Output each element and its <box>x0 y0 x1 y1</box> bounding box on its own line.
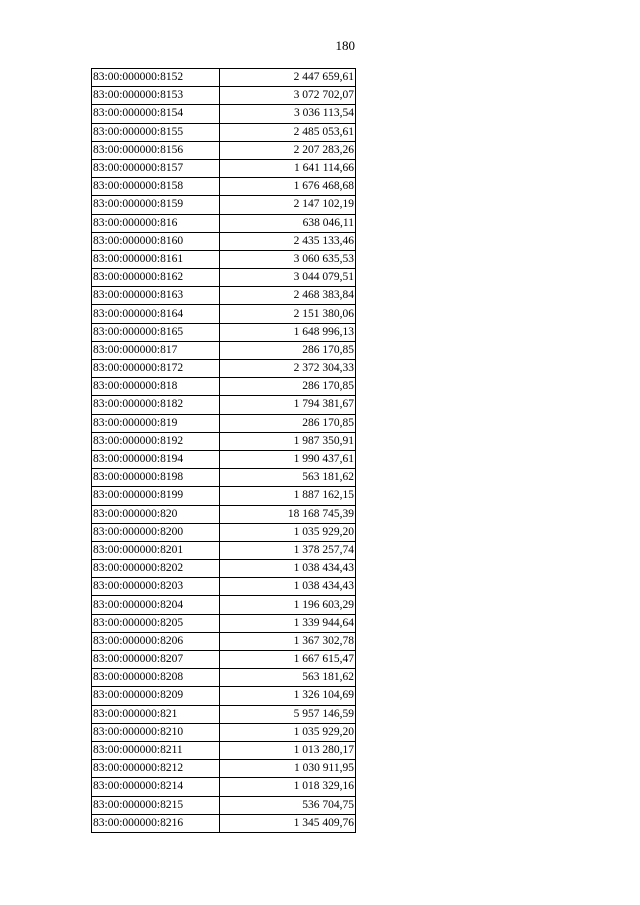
cadastral-value-cell: 1 990 437,61 <box>220 450 356 468</box>
table-row <box>92 778 356 796</box>
cadastral-value-cell: 1 378 257,74 <box>220 541 356 559</box>
table-body <box>92 69 356 833</box>
table-row <box>92 105 356 123</box>
table-row <box>92 523 356 541</box>
cadastral-number-cell: 83:00:000000:8162 <box>92 269 220 287</box>
cadastral-number-cell: 83:00:000000:8194 <box>92 450 220 468</box>
cadastral-value-cell: 1 794 381,67 <box>220 396 356 414</box>
table-row <box>92 614 356 632</box>
cadastral-number-cell: 83:00:000000:8202 <box>92 560 220 578</box>
cadastral-number-cell: 83:00:000000:8172 <box>92 360 220 378</box>
cadastral-value-cell: 286 170,85 <box>220 378 356 396</box>
table-row <box>92 505 356 523</box>
cadastral-number-cell: 83:00:000000:8207 <box>92 651 220 669</box>
cadastral-value-cell: 1 013 280,17 <box>220 741 356 759</box>
cadastral-value-cell: 2 485 053,61 <box>220 123 356 141</box>
cadastral-value-cell: 2 147 102,19 <box>220 196 356 214</box>
cadastral-number-cell: 83:00:000000:8206 <box>92 632 220 650</box>
table-row <box>92 341 356 359</box>
cadastral-value-cell: 1 339 944,64 <box>220 614 356 632</box>
page-number: 180 <box>335 38 355 53</box>
cadastral-value-cell: 1 030 911,95 <box>220 760 356 778</box>
cadastral-number-cell: 83:00:000000:8163 <box>92 287 220 305</box>
cadastral-value-cell: 3 044 079,51 <box>220 269 356 287</box>
cadastral-number-cell: 83:00:000000:8210 <box>92 723 220 741</box>
table-row <box>92 250 356 268</box>
cadastral-value-cell: 2 435 133,46 <box>220 232 356 250</box>
cadastral-value-cell: 1 367 302,78 <box>220 632 356 650</box>
table-row <box>92 305 356 323</box>
cadastral-value-cell: 1 038 434,43 <box>220 578 356 596</box>
cadastral-number-cell: 83:00:000000:8159 <box>92 196 220 214</box>
table-row <box>92 469 356 487</box>
table-row <box>92 159 356 177</box>
cadastral-number-cell: 83:00:000000:8200 <box>92 523 220 541</box>
table-row <box>92 705 356 723</box>
cadastral-number-cell: 83:00:000000:817 <box>92 341 220 359</box>
table-row <box>92 596 356 614</box>
table-row <box>92 87 356 105</box>
cadastral-number-cell: 83:00:000000:8199 <box>92 487 220 505</box>
cadastral-number-cell: 83:00:000000:8165 <box>92 323 220 341</box>
cadastral-number-cell: 83:00:000000:819 <box>92 414 220 432</box>
cadastral-number-cell: 83:00:000000:8161 <box>92 250 220 268</box>
cadastral-value-cell: 3 060 635,53 <box>220 250 356 268</box>
cadastral-number-cell: 83:00:000000:8201 <box>92 541 220 559</box>
cadastral-value-cell: 3 072 702,07 <box>220 87 356 105</box>
table-row <box>92 687 356 705</box>
cadastral-number-cell: 83:00:000000:8216 <box>92 814 220 832</box>
cadastral-number-cell: 83:00:000000:8214 <box>92 778 220 796</box>
cadastral-number-cell: 83:00:000000:8192 <box>92 432 220 450</box>
table-row <box>92 560 356 578</box>
table-row <box>92 196 356 214</box>
cadastral-number-cell: 83:00:000000:8157 <box>92 159 220 177</box>
table-row <box>92 450 356 468</box>
cadastral-value-cell: 1 676 468,68 <box>220 178 356 196</box>
cadastral-number-cell: 83:00:000000:8209 <box>92 687 220 705</box>
cadastral-value-cell: 1 345 409,76 <box>220 814 356 832</box>
cadastral-number-cell: 83:00:000000:8211 <box>92 741 220 759</box>
table-row <box>92 360 356 378</box>
table-row <box>92 414 356 432</box>
table-row <box>92 651 356 669</box>
cadastral-number-cell: 83:00:000000:8156 <box>92 141 220 159</box>
table-row <box>92 396 356 414</box>
cadastral-number-cell: 83:00:000000:8198 <box>92 469 220 487</box>
table-row <box>92 123 356 141</box>
table-row <box>92 760 356 778</box>
cadastral-value-cell: 1 987 350,91 <box>220 432 356 450</box>
table-row <box>92 69 356 87</box>
cadastral-number-cell: 83:00:000000:821 <box>92 705 220 723</box>
cadastral-value-cell: 1 018 329,16 <box>220 778 356 796</box>
cadastral-number-cell: 83:00:000000:816 <box>92 214 220 232</box>
table-row <box>92 269 356 287</box>
cadastral-number-cell: 83:00:000000:8182 <box>92 396 220 414</box>
cadastral-value-cell: 2 468 383,84 <box>220 287 356 305</box>
cadastral-number-cell: 83:00:000000:818 <box>92 378 220 396</box>
cadastral-value-cell: 1 648 996,13 <box>220 323 356 341</box>
cadastral-value-cell: 563 181,62 <box>220 669 356 687</box>
cadastral-value-cell: 1 035 929,20 <box>220 523 356 541</box>
cadastral-value-cell: 2 372 304,33 <box>220 360 356 378</box>
cadastral-number-cell: 83:00:000000:8158 <box>92 178 220 196</box>
cadastral-number-cell: 83:00:000000:8155 <box>92 123 220 141</box>
table-row <box>92 214 356 232</box>
cadastral-value-cell: 1 038 434,43 <box>220 560 356 578</box>
cadastral-value-table <box>91 68 356 833</box>
cadastral-number-cell: 83:00:000000:8164 <box>92 305 220 323</box>
cadastral-number-cell: 83:00:000000:8160 <box>92 232 220 250</box>
cadastral-value-cell: 1 326 104,69 <box>220 687 356 705</box>
cadastral-number-cell: 83:00:000000:8204 <box>92 596 220 614</box>
cadastral-number-cell: 83:00:000000:8152 <box>92 69 220 87</box>
cadastral-number-cell: 83:00:000000:8154 <box>92 105 220 123</box>
cadastral-value-cell: 5 957 146,59 <box>220 705 356 723</box>
cadastral-value-cell: 286 170,85 <box>220 341 356 359</box>
table-row <box>92 578 356 596</box>
table-row <box>92 141 356 159</box>
cadastral-number-cell: 83:00:000000:8203 <box>92 578 220 596</box>
table-row <box>92 378 356 396</box>
cadastral-number-cell: 83:00:000000:8153 <box>92 87 220 105</box>
table-row <box>92 287 356 305</box>
cadastral-value-cell: 1 035 929,20 <box>220 723 356 741</box>
cadastral-value-cell: 18 168 745,39 <box>220 505 356 523</box>
cadastral-value-cell: 1 667 615,47 <box>220 651 356 669</box>
cadastral-number-cell: 83:00:000000:8205 <box>92 614 220 632</box>
cadastral-value-cell: 638 046,11 <box>220 214 356 232</box>
table-row <box>92 432 356 450</box>
table-row <box>92 723 356 741</box>
cadastral-value-cell: 536 704,75 <box>220 796 356 814</box>
cadastral-value-cell: 1 887 162,15 <box>220 487 356 505</box>
cadastral-number-cell: 83:00:000000:820 <box>92 505 220 523</box>
cadastral-number-cell: 83:00:000000:8215 <box>92 796 220 814</box>
table-row <box>92 796 356 814</box>
table-row <box>92 632 356 650</box>
cadastral-value-cell: 286 170,85 <box>220 414 356 432</box>
cadastral-value-cell: 2 447 659,61 <box>220 69 356 87</box>
table-row <box>92 669 356 687</box>
table-row <box>92 323 356 341</box>
cadastral-value-cell: 1 196 603,29 <box>220 596 356 614</box>
table-row <box>92 741 356 759</box>
table-row <box>92 178 356 196</box>
cadastral-value-cell: 563 181,62 <box>220 469 356 487</box>
cadastral-number-cell: 83:00:000000:8212 <box>92 760 220 778</box>
cadastral-value-cell: 3 036 113,54 <box>220 105 356 123</box>
cadastral-value-cell: 2 207 283,26 <box>220 141 356 159</box>
table-row <box>92 814 356 832</box>
table-row <box>92 487 356 505</box>
table-row <box>92 232 356 250</box>
cadastral-value-cell: 1 641 114,66 <box>220 159 356 177</box>
table-row <box>92 541 356 559</box>
cadastral-number-cell: 83:00:000000:8208 <box>92 669 220 687</box>
cadastral-value-cell: 2 151 380,06 <box>220 305 356 323</box>
